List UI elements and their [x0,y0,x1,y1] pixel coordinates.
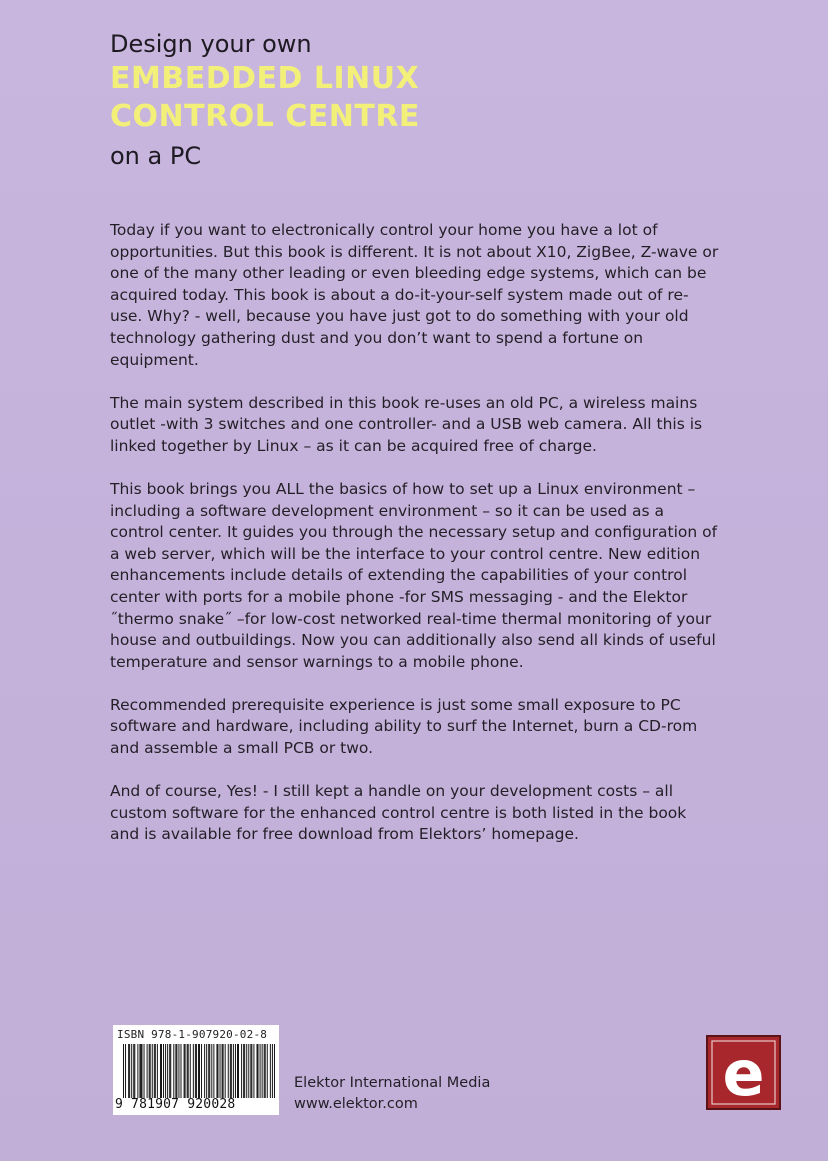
heading-title-line-2: CONTROL CENTRE [110,99,420,134]
barcode-bar [139,1044,140,1098]
barcode-bar [175,1044,176,1098]
barcode-digits: 9 781907 920028 [115,1097,236,1112]
heading-subtitle: on a PC [110,142,202,170]
barcode-bar [238,1044,239,1098]
barcode-bar [181,1044,182,1098]
elektor-e-icon [708,1037,779,1108]
barcode-bar [258,1044,259,1098]
barcode-bar [241,1044,242,1098]
barcode-bar [123,1044,124,1098]
barcode-bar [150,1044,151,1098]
barcode-bar [137,1044,138,1098]
barcode-bar [270,1044,271,1098]
barcode-bar [220,1044,221,1098]
barcode-bar [204,1044,205,1098]
barcode-bar [250,1044,251,1098]
barcode-bar [201,1044,202,1098]
barcode-bar [134,1044,135,1098]
logo-letter: e [722,1037,765,1108]
barcode-bar [217,1044,218,1098]
barcode-bar [208,1044,209,1098]
barcode-bar [211,1044,212,1098]
barcode-bar [188,1044,189,1098]
barcode-bar [235,1044,236,1098]
barcode-bar [243,1044,244,1098]
barcode-bar [272,1044,273,1098]
isbn-barcode [113,1025,279,1115]
barcode-bar [196,1044,197,1098]
barcode-bar [244,1044,245,1098]
barcode-bar [163,1044,164,1098]
barcode-bar [264,1044,265,1098]
barcode-bar [231,1044,232,1098]
barcode-bar [233,1044,234,1098]
barcode-bar [129,1044,130,1098]
barcode-bar [209,1044,210,1098]
barcode-bar [149,1044,150,1098]
barcode-bar [230,1044,231,1098]
heading-intro: Design your own [110,30,312,58]
barcode-bar [225,1044,226,1098]
barcode-bar [251,1044,252,1098]
blurb-paragraph-1: Today if you want to electronically control your home you have a lot of opportunities. But this book is different. It is not about X10, ZigBee, Z-wave or one of the many other leading or even bleeding edge systems, which can be acquired today. This book is about a do-it-your-self system made out of re-use. Why? - well, because you have just got to do something with your old technology gathering dust and you don’t want to spend a fortune on equipment. [110,221,719,369]
barcode-bar [147,1044,148,1098]
publisher-url: www.elektor.com [294,1096,418,1112]
barcode-bar [216,1044,217,1098]
barcode-bar [167,1044,168,1098]
barcode-bar [198,1044,199,1098]
barcode-bar [187,1044,188,1098]
isbn-label: ISBN 978-1-907920-02-8 [117,1028,268,1041]
barcode-bar [178,1044,179,1098]
barcode-bar [199,1044,200,1098]
publisher-info [294,1073,490,1115]
barcode-bars [123,1044,275,1098]
barcode-bar [193,1044,194,1098]
barcode-bar [246,1044,247,1098]
barcode-bar [237,1044,238,1098]
barcode-bar [155,1044,156,1098]
barcode-bar [133,1044,134,1098]
barcode-bar [184,1044,185,1098]
barcode-bar [213,1044,214,1098]
barcode-bar [125,1044,126,1098]
barcode-bar [165,1044,166,1098]
blurb-paragraph-2: The main system described in this book re-uses an old PC, a wireless mains outlet -with 3 switches and one controller- and a USB web camera. All this is linked together by Linux – as it can be acquired free of charge. [110,393,703,455]
barcode-bar [265,1044,266,1098]
barcode-bar [140,1044,141,1098]
barcode-bar [228,1044,229,1098]
publisher-name: Elektor International Media [294,1075,491,1091]
barcode-bar [141,1044,142,1098]
barcode-bar [190,1044,191,1098]
heading-title-line-1: EMBEDDED LINUX [110,61,420,96]
barcode-bar [160,1044,161,1098]
blurb [110,220,720,867]
barcode-bar [154,1044,155,1098]
barcode-bar [185,1044,186,1098]
barcode-bar [195,1044,196,1098]
blurb-paragraph-5: And of course, Yes! - I still kept a handle on your development costs – all custom software for the enhanced control centre is both listed in the book and is available for free download from Elektors’ homepage. [110,782,687,844]
barcode-bar [262,1044,263,1098]
barcode-bar [170,1044,171,1098]
barcode-bar [222,1044,223,1098]
barcode-bar [274,1044,275,1098]
blurb-paragraph-3: This book brings you ALL the basics of how to set up a Linux environment – including a software development environment – so it can be used as a control center. It guides you through the necessary setup and configuration of a web server, which will be the interface to your control centre. New edition enhancements include details of extending the capabilities of your control center with ports for a mobile phone -for SMS messaging - and the Elektor ˝thermo snake˝ –for low-cost networked real-time thermal monitoring of your house and outbuildings. Now you can additionally also send all kinds of useful temperature and sensor warnings to a mobile phone. [110,479,718,671]
barcode-bar [206,1044,207,1098]
barcode-bar [260,1044,261,1098]
barcode-bar [157,1044,158,1098]
barcode-bar [223,1044,224,1098]
barcode-bar [161,1044,162,1098]
blurb-paragraph-4: Recommended prerequisite experience is just some small exposure to PC software and hardware, including ability to surf the Internet, burn a CD-rom and assemble a small PCB or two. [110,695,698,757]
barcode-bar [253,1044,254,1098]
barcode-bar [176,1044,177,1098]
elektor-logo [706,1035,781,1110]
barcode-bar [173,1044,174,1098]
barcode-bar [128,1044,129,1098]
barcode-bar [144,1044,145,1098]
barcode-bar [248,1044,249,1098]
barcode-bar [131,1044,132,1098]
cover-heading [110,28,730,172]
barcode-bar [152,1044,153,1098]
barcode-bar [257,1044,258,1098]
barcode-bar [267,1044,268,1098]
barcode-bar [169,1044,170,1098]
